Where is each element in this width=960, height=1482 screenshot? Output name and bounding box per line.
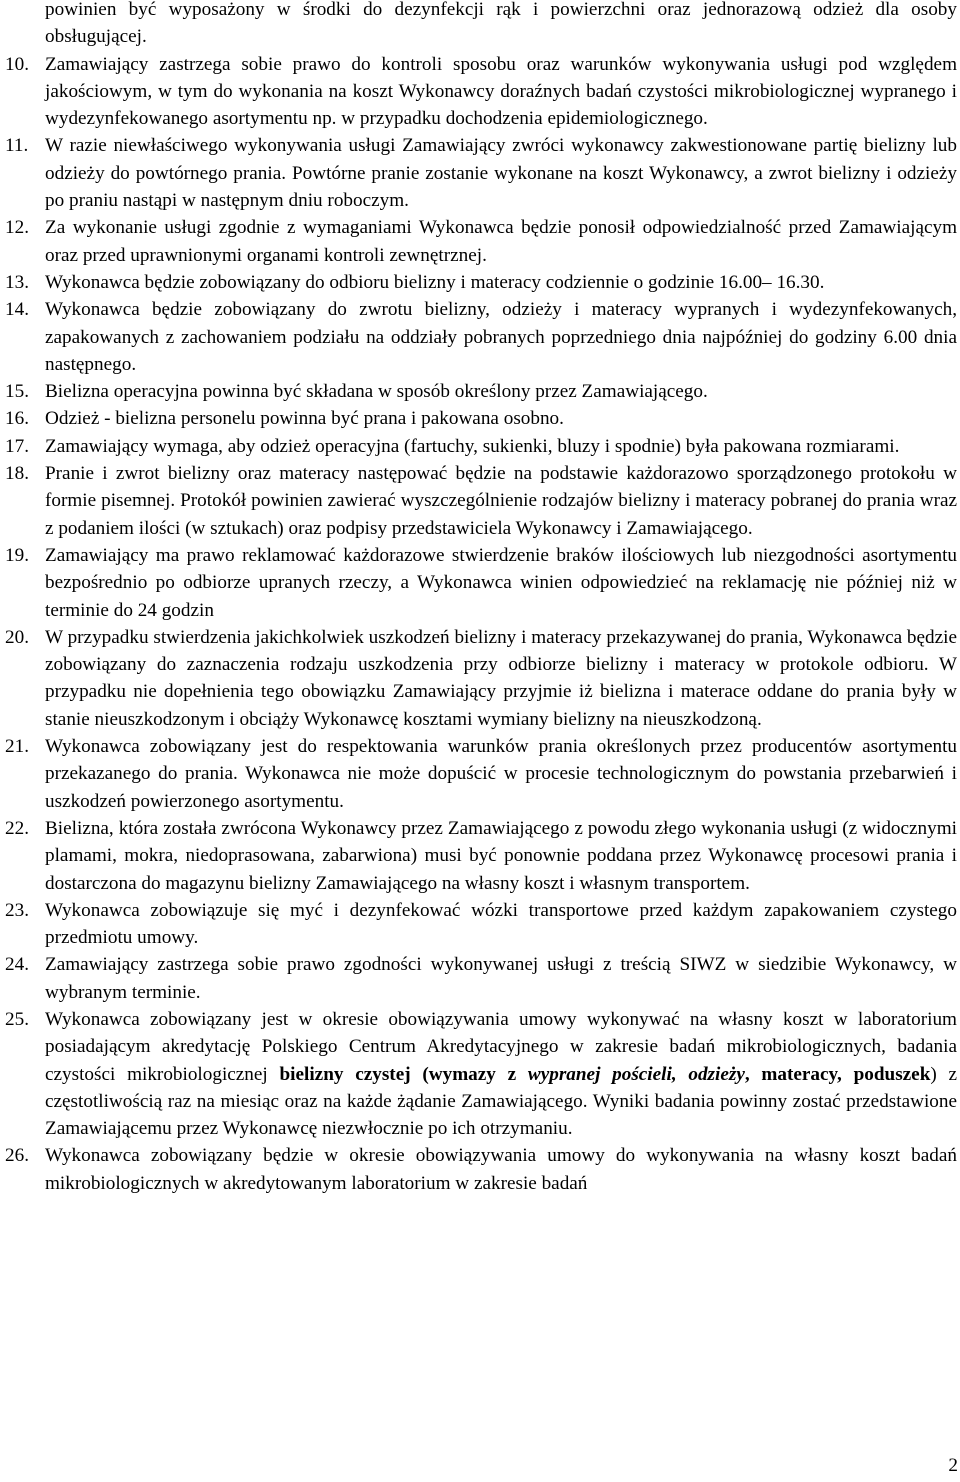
bold-italic-phrase: wypranej pościeli, odzieży xyxy=(527,1063,745,1085)
intro-paragraph: powinien być wyposażony w środki do dezynfekcji rąk i powierzchni oraz jednorazową odzież dla osoby obsługującej. xyxy=(45,0,957,48)
item-text: Zamawiający ma prawo reklamować każdorazowe stwierdzenie braków ilościowych lub niezgodności asortymentu bezpośrednio po odbiorze upranych rzeczy, a Wykonawca winien odpowiedzieć na reklamację nie później niż w terminie do 24 godzin xyxy=(45,544,957,621)
list-item xyxy=(5,296,957,378)
item-number: 23. xyxy=(5,899,29,921)
list-item xyxy=(5,378,957,405)
item-text: Za wykonanie usługi zgodnie z wymaganiami Wykonawca będzie ponosił odpowiedzialność przed Zamawiającym oraz przed uprawnionymi organami kontroli zewnętrznej. xyxy=(45,217,957,266)
list-item xyxy=(5,51,957,133)
item-text: Pranie i zwrot bielizny oraz materacy następować będzie na podstawie każdorazowo sporządzonego protokołu w formie pisemnej. Protokół powinien zawierać wyszczególnienie rodzajów bielizny i materacy pobranej do prania wraz z podaniem ilości (w sztukach) oraz podpisy przedstawiciela Wykonawcy i Zamawiającego. xyxy=(45,463,957,539)
item-number: 26. xyxy=(5,1145,29,1167)
item-text: Wykonawca zobowiązany jest w okresie obowiązywania umowy wykonywać na własny koszt w laboratorium posiadającym akredytację Polskiego Centrum Akredytacyjnego w zakresie badań mikrobiologicznych, badania czystości mikrobiologicznej bielizny czystej (wymazy z wypranej pościeli, odzieży, materacy, poduszek) z częstotliwością raz na miesiąc oraz na każde żądanie Zamawiającego. Wyniki badania powinny zostać przedstawione Zamawiającemu przez Wykonawcę niezwłocznie po ich otrzymaniu. xyxy=(45,1008,958,1140)
bold-phrase: bielizny czystej xyxy=(279,1063,411,1085)
item-text: Wykonawca będzie zobowiązany do zwrotu bielizny, odzieży i materacy wypranych i wydezynfekowanych, zapakowanych z zachowaniem podziału na oddziały pobranych poprzedniego dnia najpóźniej do godziny 6.00 dnia następnego. xyxy=(45,299,957,375)
item-text: Wykonawca będzie zobowiązany do odbioru bielizny i materacy codziennie o godzinie 16.00– 16.30. xyxy=(45,271,825,293)
item-number: 12. xyxy=(5,217,29,239)
item-number: 25. xyxy=(5,1008,29,1030)
numbered-list xyxy=(5,51,957,1006)
list-item xyxy=(5,815,957,897)
item-number: 18. xyxy=(5,463,29,485)
item-number: 16. xyxy=(5,408,29,430)
item-text: Wykonawca zobowiązuje się myć i dezynfekować wózki transportowe przed każdym zapakowaniem czystego przedmiotu umowy. xyxy=(45,899,957,949)
item-number: 19. xyxy=(5,544,29,566)
list-item xyxy=(5,132,957,214)
item-number: 15. xyxy=(5,381,29,403)
list-item-26 xyxy=(5,1142,957,1197)
item-number: 24. xyxy=(5,954,29,976)
item-text: W przypadku stwierdzenia jakichkolwiek uszkodzeń bielizny i materacy przekazywanej do prania, Wykonawca będzie zobowiązany do zaznaczenia rodzaju uszkodzenia przy odbiorze bielizny i materacy w protokole odbioru. W przypadku nie dopełnienia tego obowiązku Zamawiający przyjmie iż bielizna i materace oddane do prania były w stanie nieuszkodzonym i obciąży Wykonawcę kosztami wymiany bielizny na nieuszkodzoną. xyxy=(45,626,957,730)
list-item xyxy=(5,624,957,733)
item-number: 17. xyxy=(5,435,29,457)
list-item xyxy=(5,542,957,624)
item-text: Zamawiający zastrzega sobie prawo zgodności wykonywanej usługi z treścią SIWZ w siedzibie Wykonawcy, w wybranym terminie. xyxy=(45,954,957,1003)
item-text: W razie niewłaściwego wykonywania usługi Zamawiający zwróci wykonawcy zakwestionowane partię bielizny lub odzieży do powtórnego prania. Powtórne pranie zostanie wykonane na koszt Wykonawcy, a zwrot bielizny i odzieży po praniu nastąpi w następnym dniu roboczym. xyxy=(45,135,957,212)
list-item xyxy=(5,951,957,1006)
list-item xyxy=(5,214,957,269)
list-item xyxy=(5,897,957,952)
item-number: 13. xyxy=(5,271,29,293)
list-item xyxy=(5,269,957,296)
item-number: 14. xyxy=(5,299,29,321)
item-number: 21. xyxy=(5,736,29,758)
item-text: Zamawiający zastrzega sobie prawo do kontroli sposobu oraz warunków wykonywania usługi pod względem jakościowym, w tym do wykonania na koszt Wykonawcy doraźnych badań czystości mikrobiologicznej wypranego i wydezynfekowanego asortymentu np. w przypadku dochodzenia epidemiologicznego. xyxy=(45,53,957,130)
item-number: 20. xyxy=(5,626,29,648)
item-number: 11. xyxy=(5,135,29,157)
list-item xyxy=(5,460,957,542)
item-text: Bielizna operacyjna powinna być składana w sposób określony przez Zamawiającego. xyxy=(45,381,708,403)
list-item xyxy=(5,433,957,460)
item-text: Odzież - bielizna personelu powinna być prana i pakowana osobno. xyxy=(45,408,564,430)
item-number: 10. xyxy=(5,53,29,75)
list-item-25 xyxy=(5,1006,957,1142)
item-text: Bielizna, która została zwrócona Wykonawcy przez Zamawiającego z powodu złego wykonania usługi (z widocznymi plamami, mokra, niedoprasowana, zabarwiona) musi być ponownie poddana przez Wykonawcę procesowi prania i dostarczona do magazynu bielizny Zamawiającego na własny koszt i własnym transportem. xyxy=(45,817,957,894)
item-number: 22. xyxy=(5,817,29,839)
item-text: Wykonawca zobowiązany będzie w okresie obowiązywania umowy do wykonywania na własny koszt badań mikrobiologicznych w akredytowanym laboratorium w zakresie badań xyxy=(45,1145,957,1194)
bold-phrase: , materacy, poduszek xyxy=(744,1063,931,1085)
page-number: 2 xyxy=(948,1455,958,1476)
list-item xyxy=(5,405,957,432)
bold-phrase: (wymazy z xyxy=(422,1063,517,1085)
document-body xyxy=(5,0,957,1197)
item-text: Wykonawca zobowiązany jest do respektowania warunków prania określonych przez producentów asortymentu przekazanego do prania. Wykonawca nie może dopuścić w procesie technologicznym do powstania przebarwień i uszkodzeń powierzonego asortymentu. xyxy=(45,736,957,812)
item-text: Zamawiający wymaga, aby odzież operacyjna (fartuchy, sukienki, bluzy i spodnie) była pakowana rozmiarami. xyxy=(45,435,900,457)
list-item xyxy=(5,733,957,815)
